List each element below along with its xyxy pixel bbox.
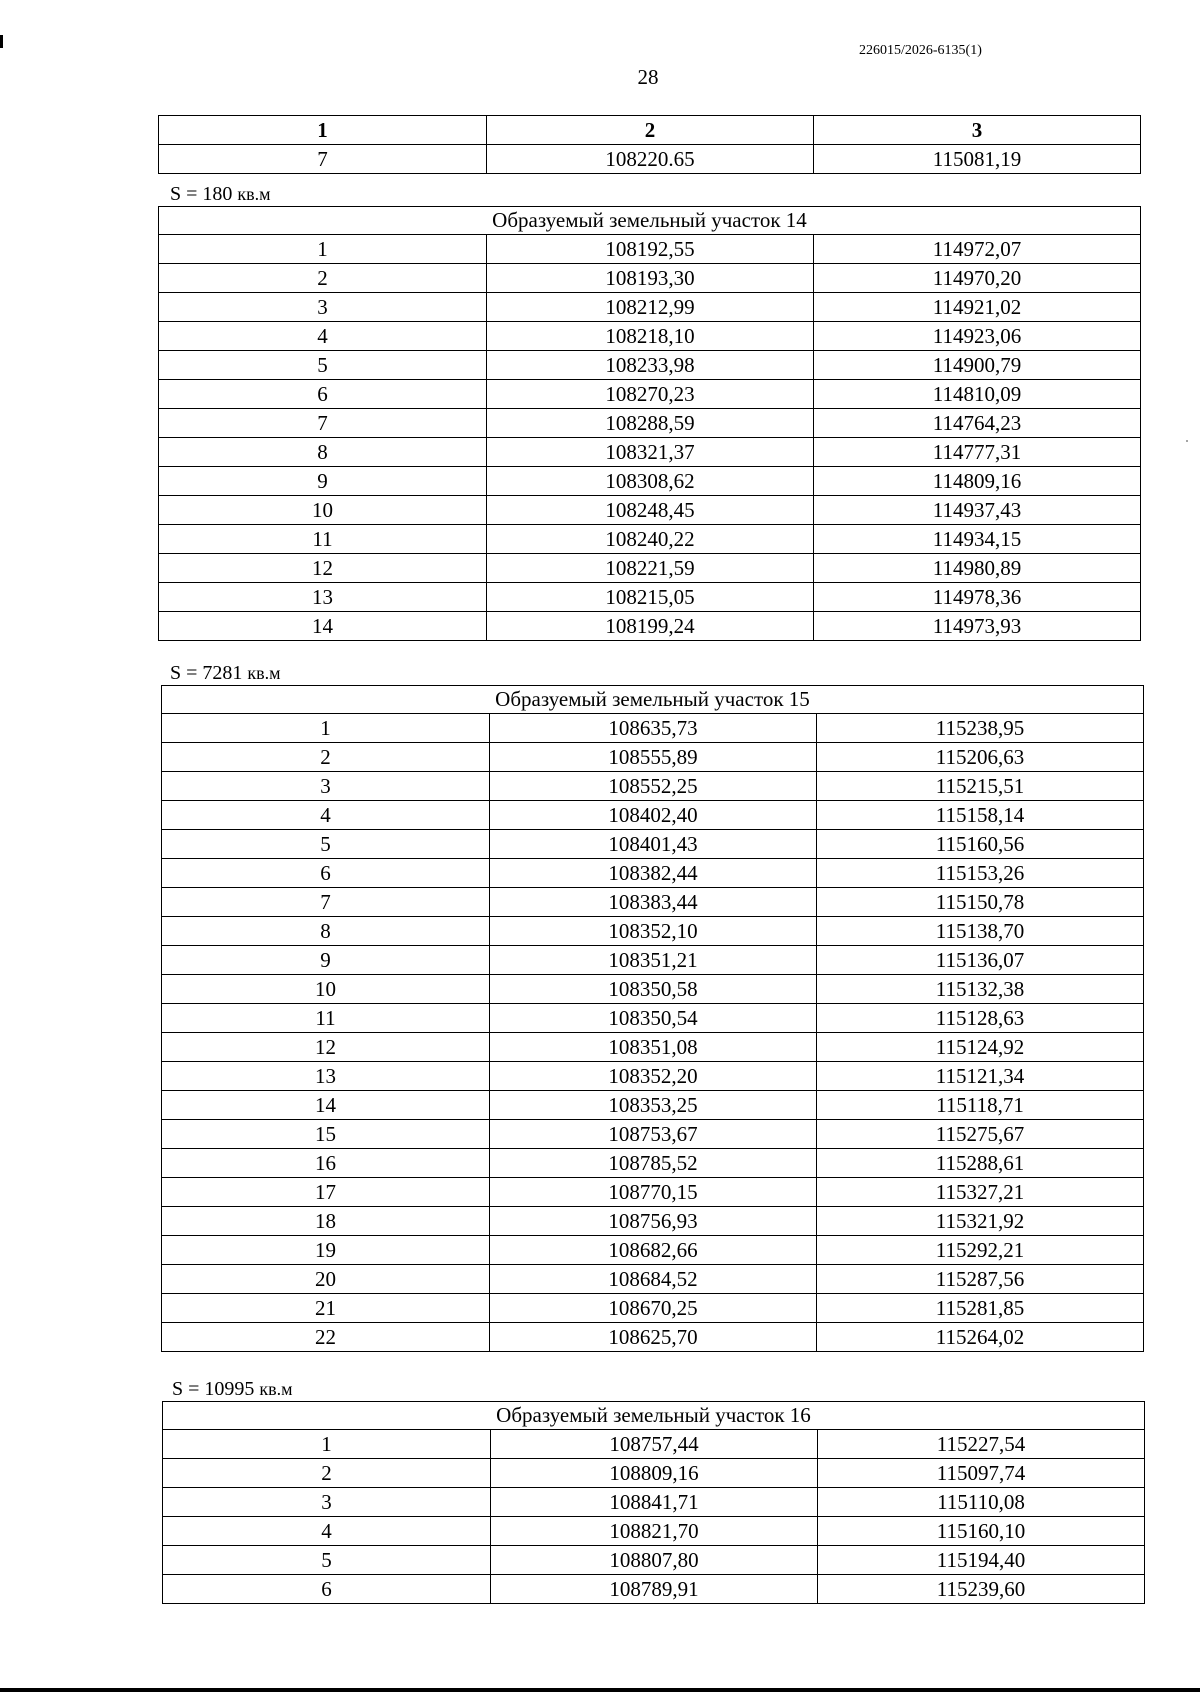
table-row <box>159 467 1141 496</box>
table-row <box>159 612 1141 641</box>
y-coordinate-cell: 115110,08 <box>818 1488 1145 1517</box>
table-row <box>162 1323 1144 1352</box>
y-coordinate-cell: 115153,26 <box>817 859 1144 888</box>
parcel-title: Образуемый земельный участок 15 <box>162 686 1144 714</box>
table-row <box>159 583 1141 612</box>
area-value: S = 10995 <box>172 1378 255 1400</box>
x-coordinate-cell: 108401,43 <box>490 830 817 859</box>
table-row <box>159 438 1141 467</box>
table-row <box>162 1033 1144 1062</box>
table-row <box>162 946 1144 975</box>
table-row <box>159 496 1141 525</box>
y-coordinate-cell: 115288,61 <box>817 1149 1144 1178</box>
y-coordinate-cell: 115321,92 <box>817 1207 1144 1236</box>
point-number-cell: 3 <box>162 772 490 801</box>
point-number-cell: 5 <box>163 1546 491 1575</box>
table-row <box>162 859 1144 888</box>
table-row <box>159 322 1141 351</box>
x-coordinate-cell: 108215,05 <box>487 583 814 612</box>
table-row <box>162 975 1144 1004</box>
x-coordinate-cell: 108193,30 <box>487 264 814 293</box>
point-number-cell: 4 <box>159 322 487 351</box>
point-number-cell: 12 <box>159 554 487 583</box>
parcel-title-row <box>162 686 1144 714</box>
table-row <box>162 772 1144 801</box>
x-coordinate-cell: 108555,89 <box>490 743 817 772</box>
point-number-cell: 13 <box>162 1062 490 1091</box>
point-number-cell: 10 <box>162 975 490 1004</box>
x-coordinate-cell: 108670,25 <box>490 1294 817 1323</box>
y-coordinate-cell: 115292,21 <box>817 1236 1144 1265</box>
point-number-cell: 22 <box>162 1323 490 1352</box>
point-number-cell: 2 <box>159 264 487 293</box>
y-coordinate-cell: 115238,95 <box>817 714 1144 743</box>
point-number-cell: 9 <box>162 946 490 975</box>
table-row <box>163 1517 1145 1546</box>
point-number-cell: 8 <box>159 438 487 467</box>
x-coordinate-cell: 108353,25 <box>490 1091 817 1120</box>
point-number-cell: 2 <box>163 1459 491 1488</box>
table-row <box>162 888 1144 917</box>
continuation-table <box>158 115 1141 174</box>
y-coordinate-cell: 114972,07 <box>814 235 1141 264</box>
table-row <box>162 1062 1144 1091</box>
point-number-cell: 7 <box>159 145 487 174</box>
y-coordinate-cell: 115264,02 <box>817 1323 1144 1352</box>
y-coordinate-cell: 114978,36 <box>814 583 1141 612</box>
header-row <box>159 116 1141 145</box>
header-cell: 2 <box>487 116 814 145</box>
point-number-cell: 20 <box>162 1265 490 1294</box>
parcel-15-table <box>161 685 1144 1352</box>
point-number-cell: 4 <box>163 1517 491 1546</box>
x-coordinate-cell: 108192,55 <box>487 235 814 264</box>
point-number-cell: 6 <box>162 859 490 888</box>
x-coordinate-cell: 108770,15 <box>490 1178 817 1207</box>
area-unit: кв.м <box>237 184 271 204</box>
y-coordinate-cell: 115097,74 <box>818 1459 1145 1488</box>
x-coordinate-cell: 108383,44 <box>490 888 817 917</box>
point-number-cell: 5 <box>159 351 487 380</box>
table-row <box>163 1430 1145 1459</box>
x-coordinate-cell: 108682,66 <box>490 1236 817 1265</box>
y-coordinate-cell: 115275,67 <box>817 1120 1144 1149</box>
y-coordinate-cell: 114764,23 <box>814 409 1141 438</box>
area-unit: кв.м <box>259 1379 293 1399</box>
point-number-cell: 6 <box>163 1575 491 1604</box>
x-coordinate-cell: 108221,59 <box>487 554 814 583</box>
table-row <box>162 801 1144 830</box>
y-coordinate-cell: 115327,21 <box>817 1178 1144 1207</box>
table-row <box>162 1265 1144 1294</box>
parcel-14-table <box>158 206 1141 641</box>
point-number-cell: 17 <box>162 1178 490 1207</box>
y-coordinate-cell: 115150,78 <box>817 888 1144 917</box>
table-row <box>162 1120 1144 1149</box>
point-number-cell: 9 <box>159 467 487 496</box>
table-row <box>159 409 1141 438</box>
scan-edge-mark <box>0 35 3 48</box>
table-row <box>162 1178 1144 1207</box>
parcel-title-row <box>163 1402 1145 1430</box>
area-label-parcel-14 <box>170 183 271 206</box>
x-coordinate-cell: 108220.65 <box>487 145 814 174</box>
parcel-title-row <box>159 207 1141 235</box>
table-row <box>163 1488 1145 1517</box>
y-coordinate-cell: 114973,93 <box>814 612 1141 641</box>
y-coordinate-cell: 114810,09 <box>814 380 1141 409</box>
header-cell: 3 <box>814 116 1141 145</box>
point-number-cell: 5 <box>162 830 490 859</box>
point-number-cell: 1 <box>159 235 487 264</box>
y-coordinate-cell: 115281,85 <box>817 1294 1144 1323</box>
point-number-cell: 3 <box>163 1488 491 1517</box>
scan-speck <box>1186 440 1188 442</box>
bottom-page-edge <box>0 1688 1200 1692</box>
point-number-cell: 16 <box>162 1149 490 1178</box>
y-coordinate-cell: 114921,02 <box>814 293 1141 322</box>
parcel-title: Образуемый земельный участок 16 <box>163 1402 1145 1430</box>
y-coordinate-cell: 115124,92 <box>817 1033 1144 1062</box>
point-number-cell: 1 <box>162 714 490 743</box>
point-number-cell: 19 <box>162 1236 490 1265</box>
x-coordinate-cell: 108789,91 <box>491 1575 818 1604</box>
point-number-cell: 18 <box>162 1207 490 1236</box>
y-coordinate-cell: 114934,15 <box>814 525 1141 554</box>
point-number-cell: 1 <box>163 1430 491 1459</box>
y-coordinate-cell: 114937,43 <box>814 496 1141 525</box>
x-coordinate-cell: 108212,99 <box>487 293 814 322</box>
y-coordinate-cell: 115132,38 <box>817 975 1144 1004</box>
table-row <box>162 1004 1144 1033</box>
x-coordinate-cell: 108350,58 <box>490 975 817 1004</box>
point-number-cell: 14 <box>159 612 487 641</box>
point-number-cell: 3 <box>159 293 487 322</box>
area-label-parcel-15 <box>170 662 281 685</box>
table-row <box>159 264 1141 293</box>
y-coordinate-cell: 115118,71 <box>817 1091 1144 1120</box>
y-coordinate-cell: 114900,79 <box>814 351 1141 380</box>
table-row <box>162 917 1144 946</box>
y-coordinate-cell: 115239,60 <box>818 1575 1145 1604</box>
table-row <box>162 1091 1144 1120</box>
table-row <box>159 145 1141 174</box>
x-coordinate-cell: 108350,54 <box>490 1004 817 1033</box>
x-coordinate-cell: 108402,40 <box>490 801 817 830</box>
x-coordinate-cell: 108625,70 <box>490 1323 817 1352</box>
x-coordinate-cell: 108352,20 <box>490 1062 817 1091</box>
x-coordinate-cell: 108270,23 <box>487 380 814 409</box>
parcel-title: Образуемый земельный участок 14 <box>159 207 1141 235</box>
table-row <box>162 1294 1144 1323</box>
y-coordinate-cell: 115158,14 <box>817 801 1144 830</box>
x-coordinate-cell: 108785,52 <box>490 1149 817 1178</box>
point-number-cell: 21 <box>162 1294 490 1323</box>
y-coordinate-cell: 114777,31 <box>814 438 1141 467</box>
x-coordinate-cell: 108248,45 <box>487 496 814 525</box>
x-coordinate-cell: 108321,37 <box>487 438 814 467</box>
point-number-cell: 7 <box>159 409 487 438</box>
point-number-cell: 7 <box>162 888 490 917</box>
header-cell: 1 <box>159 116 487 145</box>
y-coordinate-cell: 115138,70 <box>817 917 1144 946</box>
table-row <box>159 235 1141 264</box>
x-coordinate-cell: 108351,21 <box>490 946 817 975</box>
x-coordinate-cell: 108308,62 <box>487 467 814 496</box>
table-row <box>159 380 1141 409</box>
table-row <box>159 554 1141 583</box>
y-coordinate-cell: 114980,89 <box>814 554 1141 583</box>
x-coordinate-cell: 108218,10 <box>487 322 814 351</box>
area-unit: кв.м <box>247 663 281 683</box>
y-coordinate-cell: 115160,10 <box>818 1517 1145 1546</box>
x-coordinate-cell: 108807,80 <box>491 1546 818 1575</box>
y-coordinate-cell: 115121,34 <box>817 1062 1144 1091</box>
x-coordinate-cell: 108753,67 <box>490 1120 817 1149</box>
point-number-cell: 8 <box>162 917 490 946</box>
y-coordinate-cell: 115215,51 <box>817 772 1144 801</box>
table-row <box>159 293 1141 322</box>
point-number-cell: 13 <box>159 583 487 612</box>
x-coordinate-cell: 108351,08 <box>490 1033 817 1062</box>
page-number: 28 <box>637 65 659 89</box>
point-number-cell: 4 <box>162 801 490 830</box>
x-coordinate-cell: 108288,59 <box>487 409 814 438</box>
parcel-16-table <box>162 1401 1145 1604</box>
x-coordinate-cell: 108199,24 <box>487 612 814 641</box>
y-coordinate-cell: 115160,56 <box>817 830 1144 859</box>
point-number-cell: 15 <box>162 1120 490 1149</box>
table-row <box>163 1546 1145 1575</box>
point-number-cell: 10 <box>159 496 487 525</box>
x-coordinate-cell: 108240,22 <box>487 525 814 554</box>
y-coordinate-cell: 114809,16 <box>814 467 1141 496</box>
x-coordinate-cell: 108821,70 <box>491 1517 818 1546</box>
table-row <box>163 1459 1145 1488</box>
x-coordinate-cell: 108552,25 <box>490 772 817 801</box>
y-coordinate-cell: 114970,20 <box>814 264 1141 293</box>
y-coordinate-cell: 115287,56 <box>817 1265 1144 1294</box>
area-value: S = 180 <box>170 183 233 205</box>
point-number-cell: 11 <box>162 1004 490 1033</box>
x-coordinate-cell: 108382,44 <box>490 859 817 888</box>
x-coordinate-cell: 108684,52 <box>490 1265 817 1294</box>
x-coordinate-cell: 108635,73 <box>490 714 817 743</box>
y-coordinate-cell: 115081,19 <box>814 145 1141 174</box>
x-coordinate-cell: 108841,71 <box>491 1488 818 1517</box>
table-row <box>162 1236 1144 1265</box>
x-coordinate-cell: 108757,44 <box>491 1430 818 1459</box>
y-coordinate-cell: 115227,54 <box>818 1430 1145 1459</box>
y-coordinate-cell: 115194,40 <box>818 1546 1145 1575</box>
table-row <box>162 830 1144 859</box>
area-value: S = 7281 <box>170 662 243 684</box>
point-number-cell: 14 <box>162 1091 490 1120</box>
table-row <box>162 1207 1144 1236</box>
document-code: 226015/2026-6135(1) <box>859 43 982 58</box>
table-row <box>163 1575 1145 1604</box>
table-row <box>162 743 1144 772</box>
table-row <box>159 525 1141 554</box>
table-row <box>159 351 1141 380</box>
y-coordinate-cell: 114923,06 <box>814 322 1141 351</box>
table-row <box>162 1149 1144 1178</box>
y-coordinate-cell: 115128,63 <box>817 1004 1144 1033</box>
x-coordinate-cell: 108352,10 <box>490 917 817 946</box>
area-label-parcel-16 <box>172 1378 293 1401</box>
x-coordinate-cell: 108756,93 <box>490 1207 817 1236</box>
y-coordinate-cell: 115206,63 <box>817 743 1144 772</box>
point-number-cell: 12 <box>162 1033 490 1062</box>
y-coordinate-cell: 115136,07 <box>817 946 1144 975</box>
table-row <box>162 714 1144 743</box>
point-number-cell: 11 <box>159 525 487 554</box>
point-number-cell: 2 <box>162 743 490 772</box>
x-coordinate-cell: 108233,98 <box>487 351 814 380</box>
point-number-cell: 6 <box>159 380 487 409</box>
x-coordinate-cell: 108809,16 <box>491 1459 818 1488</box>
